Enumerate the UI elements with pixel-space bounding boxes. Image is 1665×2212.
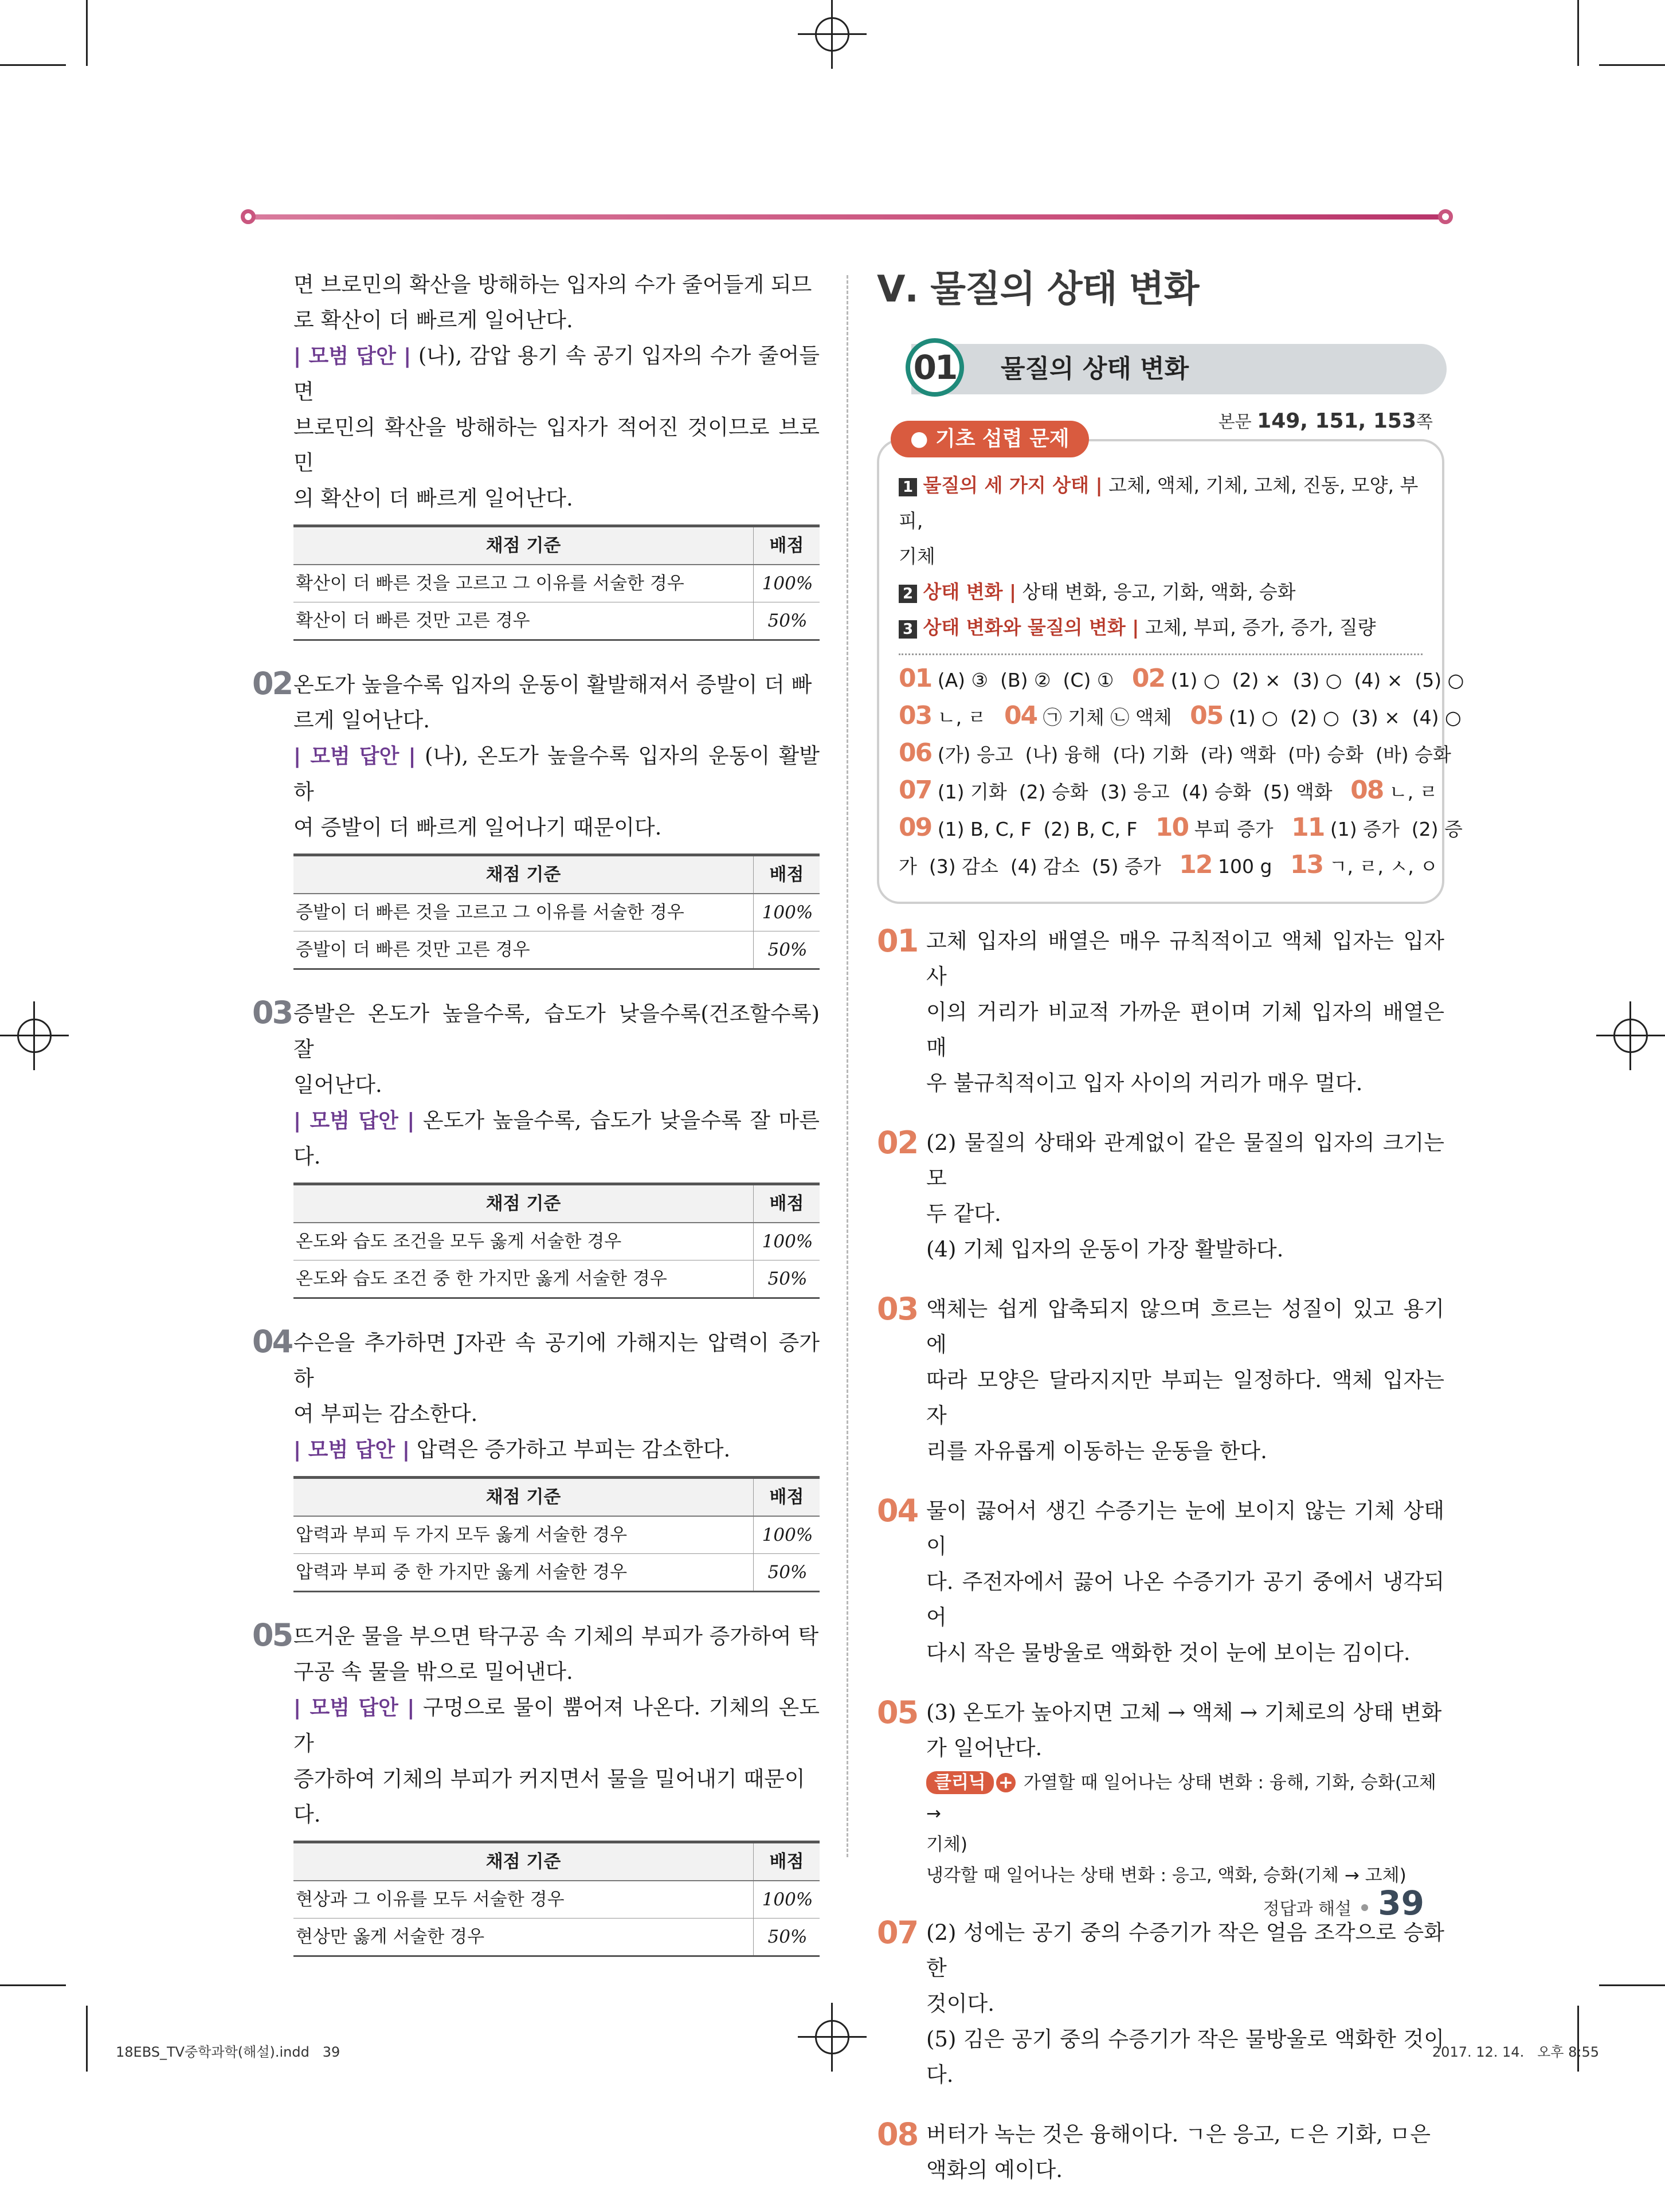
text-line: (3) 온도가 높아지면 고체 → 액체 → 기체로의 상태 변화 [926,1700,1442,1725]
text-line: 다. 주전자에서 끓어 나온 수증기가 공기 중에서 냉각되어 [926,1569,1444,1630]
clinic-note: 클리닉 + 가열할 때 일어나는 상태 변화 : 융해, 기화, 승화(고체 → 기체) 냉각할 때 일어나는 상태 변화 : 응고, 액화, 승화(기체 → 고체) [926,1772,1436,1886]
explanation-05 [877,1695,1444,1891]
text-line: 온도가 높을수록 입자의 운동이 활발해져서 증발이 더 빠 [293,672,812,697]
concept-3: 3 상태 변화와 물질의 변화 | 고체, 부피, 증가, 증가, 질량 [899,610,1423,645]
question-04 [252,1325,820,1592]
answer-text: ㄴ, ㄹ [931,706,1004,729]
question-05 [252,1619,820,1957]
text-line: 구멍으로 물이 뿜어져 나온다. 기체의 온도가 [293,1695,820,1756]
column-divider [847,275,848,1857]
table-row: 증발이 더 빠른 것만 고른 경우 50% [293,931,820,969]
text-line: 의 확산이 더 빠르게 일어난다. [293,486,573,511]
table-row: 온도와 습도 조건 중 한 가지만 옳게 서술한 경우 50% [293,1260,820,1298]
footer-page-label: 정답과 해설 39 [1263,1884,1424,1923]
answer-number: 06 [899,738,932,768]
text-line: 액체는 쉽게 압축되지 않으며 흐르는 성질이 있고 용기에 [926,1297,1444,1357]
scoring-table: 채점 기준 배점 온도와 습도 조건을 모두 옳게 서술한 경우 100% 온도와 습도 조건 중 한 가지만 옳게 서술한 경우 50% [293,1183,820,1299]
question-number: 03 [252,995,292,1031]
table-row: 압력과 부피 중 한 가지만 옳게 서술한 경우 50% [293,1554,820,1592]
scoring-table: 채점 기준 배점 현상과 그 이유를 모두 서술한 경우 100% 현상만 옳게 서술한 경우 50% [293,1841,820,1957]
explanation-number: 08 [877,2116,918,2152]
explanation-04 [877,1493,1444,1671]
text-line: 버터가 녹는 것은 융해이다. ㄱ은 응고, ㄷ은 기화, ㅁ은 [926,2122,1431,2147]
text-line: 여 증발이 더 빠르게 일어나기 때문이다. [293,815,662,840]
question-number: 05 [252,1617,292,1653]
answer-text: (1) ○ (2) × (3) ○ (4) × (5) ○ [1165,669,1464,691]
explanation-02 [877,1125,1444,1267]
crop-mark [1599,1984,1665,1986]
question-02 [252,667,820,970]
text-line: (4) 기체 입자의 운동이 가장 활발하다. [926,1237,1284,1262]
text-line: 면 브로민의 확산을 방해하는 입자의 수가 줄어들게 되므 [293,272,812,297]
text-line: 것이다. [926,1991,994,2016]
answer-number: 03 [899,701,932,730]
text-line: 우 불규칙적이고 입자 사이의 거리가 매우 멀다. [926,1071,1363,1095]
text-line: 증발은 온도가 높을수록, 습도가 낮을수록(건조할수록) 잘 [293,1001,820,1062]
text-line: 다시 작은 물방울로 액화한 것이 눈에 보이는 김이다. [926,1641,1411,1665]
unit-title: Ⅴ. 물질의 상태 변화 [877,268,1199,311]
explanation-number: 02 [877,1125,918,1161]
answer-number: 13 [1290,850,1323,879]
text-line: 브로민의 확산을 방해하는 입자가 적어진 것이므로 브로민 [293,415,820,475]
plus-icon: + [996,1773,1016,1792]
answer-number: 04 [1004,701,1037,730]
answer-line [899,661,1464,698]
answer-number: 11 [1291,813,1325,842]
text-line: 일어난다. [293,1072,382,1097]
answer-text: (1) B, C, F (2) B, C, F [931,818,1155,840]
concept-2: 2 상태 변화 | 상태 변화, 응고, 기화, 액화, 승화 [899,574,1423,610]
text-line: 구공 속 물을 밖으로 밀어낸다. [293,1659,573,1684]
answer-text: (1) 증가 (2) 증 [1324,818,1463,840]
model-answer-label: | 모범 답안 | [293,344,412,368]
text-line: 다. [293,1802,321,1827]
answer-text: 부피 증가 [1188,818,1292,840]
model-answer-label: | 모범 답안 | [293,1438,410,1462]
answer-number: 02 [1131,664,1165,693]
explanation-number: 07 [877,1915,918,1951]
box-tab: ● 기초 섭렵 문제 [891,421,1089,457]
answer-text: ㄴ, ㄹ [1383,781,1438,803]
text-line: 여 부피는 감소한다. [293,1401,478,1426]
concept-1-continued: 기체 [899,545,935,567]
answer-text: ㄱ, ㄹ, ㅅ, ㅇ [1323,855,1439,878]
answer-text: 100 g [1212,855,1290,878]
crop-mark [0,64,66,66]
chapter-banner [877,338,1444,397]
answer-number: 01 [899,664,932,693]
answer-number: 12 [1179,850,1212,879]
crop-mark [86,0,88,66]
text-line: (5) 김은 공기 중의 수증기가 작은 물방울로 액화한 것이다. [926,2027,1444,2087]
explanation-03 [877,1291,1444,1469]
basic-problems-box [877,427,1464,904]
explanation-07 [877,1915,1444,2093]
answer-number: 07 [899,776,932,805]
model-answer-label: | 모범 답안 | [293,1109,415,1133]
answer-text: (A) ③ (B) ② (C) ① [931,669,1132,691]
answer-text: ㉠ 기체 ㉡ 액체 [1037,706,1190,729]
header-decoration-bar [241,209,1453,224]
answer-number: 10 [1155,813,1189,842]
answer-number: 09 [899,813,932,842]
answer-text: 가 (3) 감소 (4) 감소 (5) 증가 [899,855,1180,878]
quick-answers [899,661,1464,884]
table-row: 증발이 더 빠른 것을 고르고 그 이유를 서술한 경우 100% [293,894,820,931]
answer-text: (1) 기화 (2) 승화 (3) 응고 (4) 승화 (5) 액화 [931,781,1351,803]
question-number: 04 [252,1324,292,1360]
table-header: 채점 기준 [293,526,754,565]
registration-mark-icon [798,0,867,69]
explanation-01 [877,923,1444,1101]
question-03 [252,996,820,1299]
text-line: 두 같다. [926,1201,1001,1226]
concept-1: 1 물질의 세 가지 상태 | 고체, 액체, 기체, 고체, 진동, 모양, 부피, [899,474,1419,532]
explanation-number: 05 [877,1694,918,1731]
text-line: 따라 모양은 달라지지만 부피는 일정하다. 액체 입자는 자 [926,1368,1444,1428]
answer-line [899,847,1439,884]
crop-mark [86,2006,88,2072]
crop-mark [1577,2006,1579,2072]
table-row: 압력과 부피 두 가지 모두 옳게 서술한 경우 100% [293,1516,820,1554]
chapter-title: 물질의 상태 변화 [1001,354,1189,383]
table-header: 배점 [754,526,820,565]
text-line: 액화의 예이다. [926,2158,1063,2182]
question-number: 02 [252,665,292,702]
chapter-number-circle [906,338,964,397]
text-line: 압력은 증가하고 부피는 감소한다. [416,1437,731,1462]
text-line: (나), 온도가 높을수록 입자의 운동이 활발하 [293,743,820,804]
crop-mark [1599,64,1665,66]
table-row: 온도와 습도 조건을 모두 옳게 서술한 경우 100% [293,1223,820,1260]
text-line: 온도가 높을수록, 습도가 낮을수록 잘 마른다. [293,1108,820,1169]
explanation-08 [877,2117,1444,2188]
text-line: (2) 물질의 상태와 관계없이 같은 물질의 입자의 크기는 모 [926,1130,1444,1191]
registration-mark-icon [798,2003,867,2072]
footer-timestamp: 2017. 12. 14. 오후 8:55 [1432,2044,1599,2060]
text-line: 이의 거리가 비교적 가까운 편이며 기체 입자의 배열은 매 [926,1000,1444,1060]
answer-line [899,698,1462,735]
text-line: 뜨거운 물을 부으면 탁구공 속 기체의 부피가 증가하여 탁 [293,1624,819,1649]
left-column [252,267,820,1957]
registration-mark-icon [0,1001,69,1070]
crop-mark [0,1984,66,1986]
text-line: 로 확산이 더 빠르게 일어난다. [293,308,573,332]
table-row: 현상만 옳게 서술한 경우 50% [293,1919,820,1956]
scoring-table: 채점 기준 배점 압력과 부피 두 가지 모두 옳게 서술한 경우 100% 압력과 부피 중 한 가지만 옳게 서술한 경우 50% [293,1476,820,1592]
table-row: 확산이 더 빠른 것을 고르고 그 이유를 서술한 경우 100% [293,565,820,602]
footer-filename: 18EBS_TV중학과학(해설).indd 39 [116,2044,340,2060]
answer-line [899,810,1463,847]
registration-mark-icon [1596,1001,1665,1070]
scoring-table: 채점 기준 배점 증발이 더 빠른 것을 고르고 그 이유를 서술한 경우 100% 증발이 더 빠른 것만 고른 경우 50% [293,854,820,970]
text-line: (나), 감압 용기 속 공기 입자의 수가 줄어들면 [293,343,820,404]
text-line: 가 일어난다. [926,1736,1043,1760]
text-line: 르게 일어난다. [293,708,430,733]
page-number: 39 [1378,1884,1424,1923]
page-reference: 본문 149, 151, 153쪽 [1218,409,1433,433]
text-line: 고체 입자의 배열은 매우 규칙적이고 액체 입자는 입자 사 [926,929,1444,989]
explanation-number: 01 [877,923,918,959]
table-row: 현상과 그 이유를 모두 서술한 경우 100% [293,1881,820,1919]
bullet-icon [1361,1904,1368,1911]
table-row: 확산이 더 빠른 것만 고른 경우 50% [293,602,820,640]
answer-text: (가) 응고 (나) 융해 (다) 기화 (라) 액화 (마) 승화 (바) 승화 [931,743,1451,766]
chapter-number: 01 [913,348,957,387]
text-line: 증가하여 기체의 부피가 커지면서 물을 밀어내기 때문이 [293,1767,805,1791]
explanations [877,923,1444,2188]
text-line: 리를 자유롭게 이동하는 운동을 한다. [926,1439,1267,1463]
text-line: 수은을 추가하면 J자관 속 공기에 가해지는 압력이 증가하 [293,1330,820,1391]
text-line: 물이 끓어서 생긴 수증기는 눈에 보이지 않는 기체 상태이 [926,1498,1444,1559]
explanation-number: 03 [877,1291,918,1327]
answer-line [899,735,1451,773]
answer-number: 05 [1190,701,1223,730]
scoring-table [293,524,820,641]
answer-text: (1) ○ (2) ○ (3) × (4) ○ [1223,706,1462,729]
explanation-number: 04 [877,1493,918,1529]
answer-line [899,773,1438,810]
text-line: (2) 성에는 공기 중의 수증기가 작은 얼음 조각으로 승화한 [926,1920,1444,1980]
crop-mark [1577,0,1579,66]
clinic-badge: 클리닉 [926,1771,994,1794]
model-answer-label: | 모범 답안 | [293,1696,415,1720]
model-answer-label: | 모범 답안 | [293,745,416,768]
answer-number: 08 [1350,776,1384,805]
